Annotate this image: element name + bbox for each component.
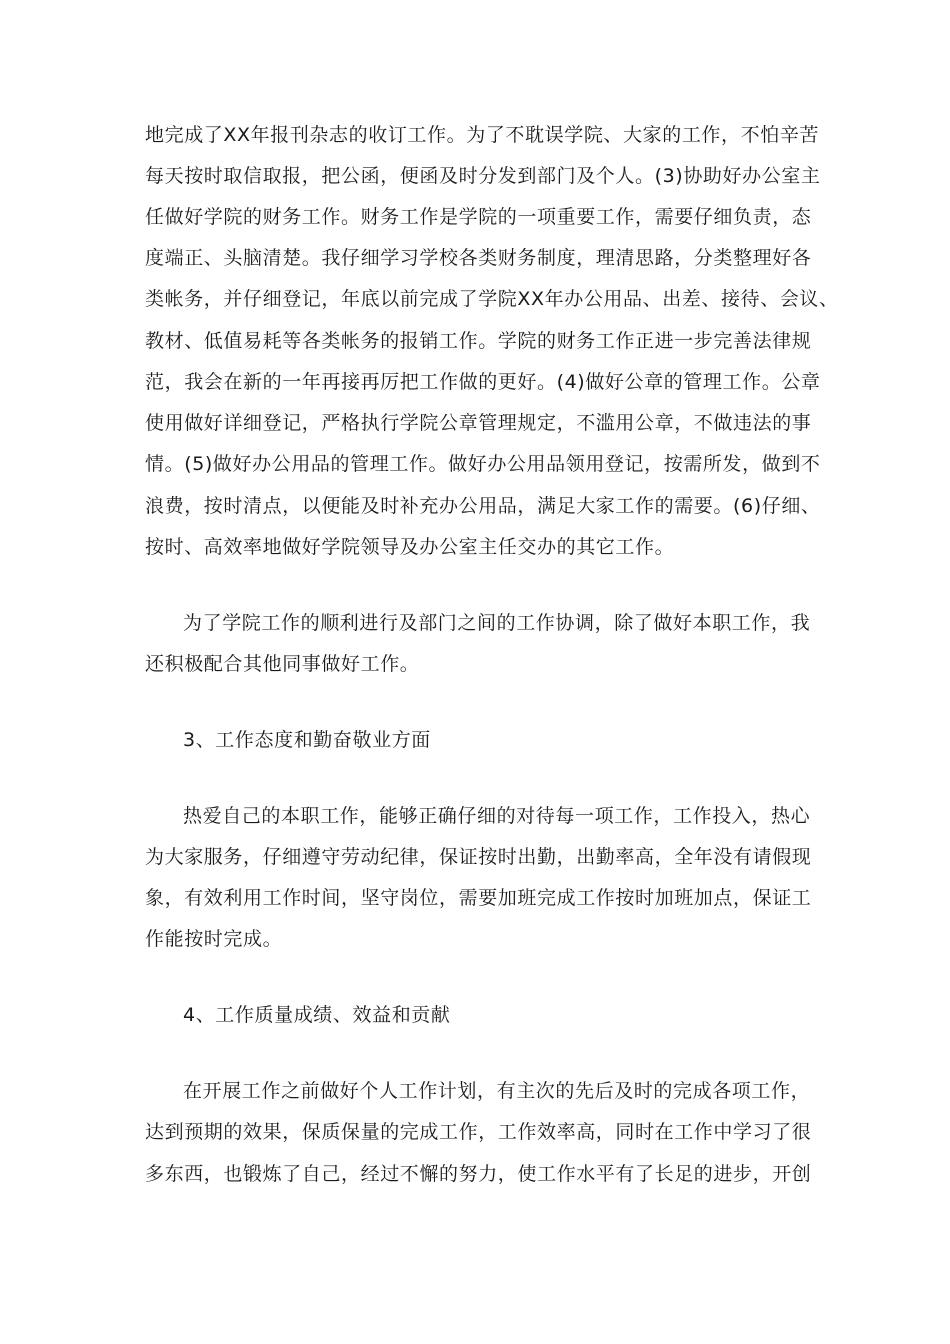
- paragraph-work-quality-line: 达到预期的效果，保质保量的完成工作，工作效率高，同时在工作中学习了很: [145, 1121, 812, 1143]
- paragraph-work-attitude-line: 热爱自己的本职工作，能够正确仔细的对待每一项工作，工作投入，热心: [183, 805, 811, 827]
- paragraph-work-quality-line: 在开展工作之前做好个人工作计划，有主次的先后及时的完成各项工作，: [183, 1080, 811, 1102]
- heading-work-attitude: 3、工作态度和勤奋敬业方面: [183, 729, 431, 751]
- paragraph-finance-duties-line: 度端正、头脑清楚。我仔细学习学校各类财务制度，理清思路，分类整理好各: [145, 247, 812, 269]
- paragraph-work-quality-line: 多东西，也锻炼了自己，经过不懈的努力，使工作水平有了长足的进步，开创: [145, 1163, 812, 1185]
- paragraph-finance-duties-line: 任做好学院的财务工作。财务工作是学院的一项重要工作，需要仔细负责，态: [145, 206, 812, 228]
- paragraph-finance-duties-line: 浪费，按时清点，以便能及时补充办公用品，满足大家工作的需要。(6)仔细、: [145, 495, 821, 517]
- paragraph-finance-duties-line: 情。(5)做好办公用品的管理工作。做好办公用品领用登记，按需所发，做到不: [145, 453, 821, 475]
- paragraph-work-attitude-line: 作能按时完成。: [145, 928, 283, 950]
- paragraph-cooperation-line: 为了学院工作的顺利进行及部门之间的工作协调，除了做好本职工作，我: [183, 612, 811, 634]
- paragraph-work-attitude-line: 为大家服务，仔细遵守劳动纪律，保证按时出勤，出勤率高，全年没有请假现: [145, 846, 812, 868]
- paragraph-finance-duties-line: 范，我会在新的一年再接再厉把工作做的更好。(4)做好公章的管理工作。公章: [145, 371, 821, 393]
- paragraph-finance-duties-line: 使用做好详细登记，严格执行学院公章管理规定，不滥用公章，不做违法的事: [145, 412, 812, 434]
- paragraph-cooperation-line: 还积极配合其他同事做好工作。: [145, 653, 420, 675]
- paragraph-finance-duties-line: 按时、高效率地做好学院领导及办公室主任交办的其它工作。: [145, 536, 675, 558]
- paragraph-finance-duties-line: 地完成了XX年报刊杂志的收订工作。为了不耽误学院、大家的工作，不怕辛苦: [145, 124, 820, 146]
- paragraph-work-attitude-line: 象，有效利用工作时间，坚守岗位，需要加班完成工作按时加班加点，保证工: [145, 887, 812, 909]
- paragraph-finance-duties-line: 类帐务，并仔细登记，年底以前完成了学院XX年办公用品、出差、接待、会议、: [145, 288, 839, 310]
- paragraph-finance-duties-line: 每天按时取信取报，把公函，便函及时分发到部门及个人。(3)协助好办公室主: [145, 165, 821, 187]
- paragraph-finance-duties-line: 教材、低值易耗等各类帐务的报销工作。学院的财务工作正进一步完善法律规: [145, 330, 812, 352]
- heading-work-quality: 4、工作质量成绩、效益和贡献: [183, 1004, 451, 1026]
